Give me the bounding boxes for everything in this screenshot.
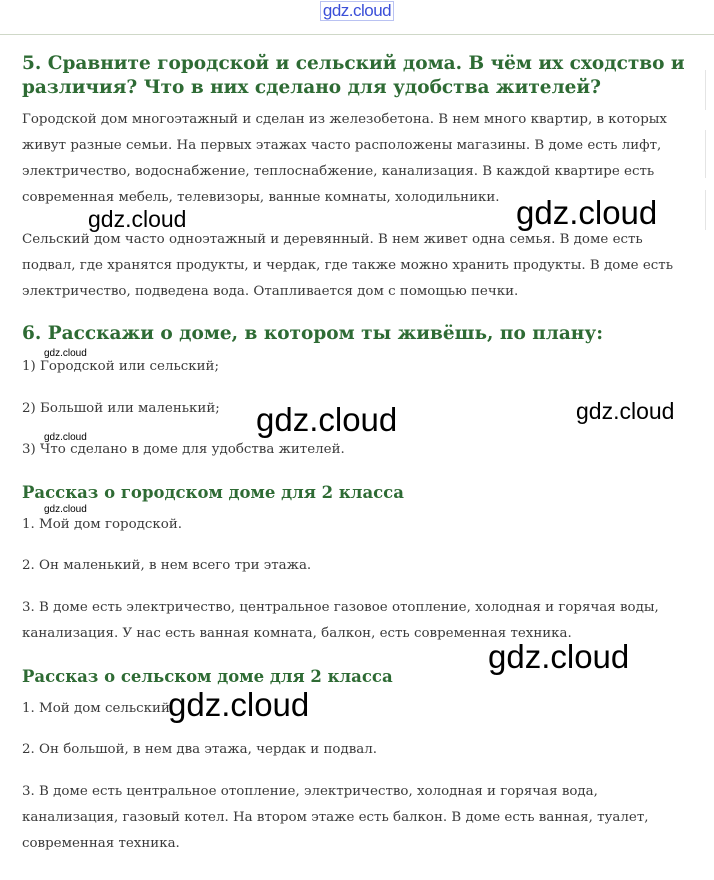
story-item: 3. В доме есть центральное отопление, электричество, холодная и горячая вода, (22, 784, 598, 799)
watermark: gdz.cloud (44, 432, 87, 443)
story-item: 3. В доме есть электричество, центральное газовое отопление, холодная и горячая воды, (22, 600, 659, 615)
village-story-title: Рассказ о сельском доме для 2 класса (22, 667, 393, 686)
paragraph-line: современная мебель, телевизоры, ванные комнаты, холодильники. (22, 190, 500, 205)
site-brand-header (0, 0, 714, 35)
paragraph-line: живут разные семьи. На первых этажах часто расположены магазины. В доме есть лифт, (22, 138, 662, 153)
story-item: канализация, газовый котел. На втором этаже есть балкон. В доме есть ванная, туалет, (22, 810, 649, 825)
watermark: gdz.cloud (256, 401, 398, 438)
watermark: gdz.cloud (44, 504, 87, 515)
question-6-title: 6. Расскажи о доме, в котором ты живёшь, по плану: (22, 323, 604, 344)
question-5-title-line2: различия? Что в них сделано для удобства жителей? (22, 77, 601, 98)
sidebar-edge (705, 130, 714, 178)
site-logo-text[interactable]: gdz.cloud (320, 1, 394, 21)
sidebar-edge (705, 70, 714, 110)
paragraph-line: электричество, подведена вода. Отапливается дом с помощью печки. (22, 284, 519, 299)
story-item: канализация. У нас есть ванная комната, балкон, есть современная техника. (22, 626, 572, 641)
sidebar-edge (705, 190, 714, 230)
watermark: gdz.cloud (88, 206, 187, 232)
story-item: 1. Мой дом сельский. (22, 701, 175, 716)
plan-item: 1) Городской или сельский; (22, 359, 219, 374)
watermark: gdz.cloud (44, 348, 87, 359)
paragraph-line: Городской дом многоэтажный и сделан из железобетона. В нем много квартир, в которых (22, 112, 667, 127)
watermark: gdz.cloud (516, 194, 658, 231)
plan-item: 2) Большой или маленький; (22, 401, 220, 416)
paragraph-line: подвал, где хранятся продукты, и чердак, где также можно хранить продукты. В доме есть (22, 258, 673, 273)
story-item: современная техника. (22, 836, 180, 851)
watermark: gdz.cloud (168, 686, 310, 723)
question-5-title-line1: 5. Сравните городской и сельский дома. В чём их сходство и (22, 53, 685, 74)
paragraph-line: Сельский дом часто одноэтажный и деревянный. В нем живет одна семья. В доме есть (22, 232, 643, 247)
plan-item: 3) Что сделано в доме для удобства жителей. (22, 442, 345, 457)
story-item: 2. Он маленький, в нем всего три этажа. (22, 558, 312, 573)
paragraph-line: электричество, водоснабжение, теплоснабжение, канализация. В каждой квартире есть (22, 164, 655, 179)
story-item: 2. Он большой, в нем два этажа, чердак и подвал. (22, 742, 378, 757)
watermark: gdz.cloud (488, 638, 630, 675)
story-item: 1. Мой дом городской. (22, 517, 183, 532)
city-story-title: Рассказ о городском доме для 2 класса (22, 483, 404, 502)
watermark: gdz.cloud (576, 398, 675, 424)
